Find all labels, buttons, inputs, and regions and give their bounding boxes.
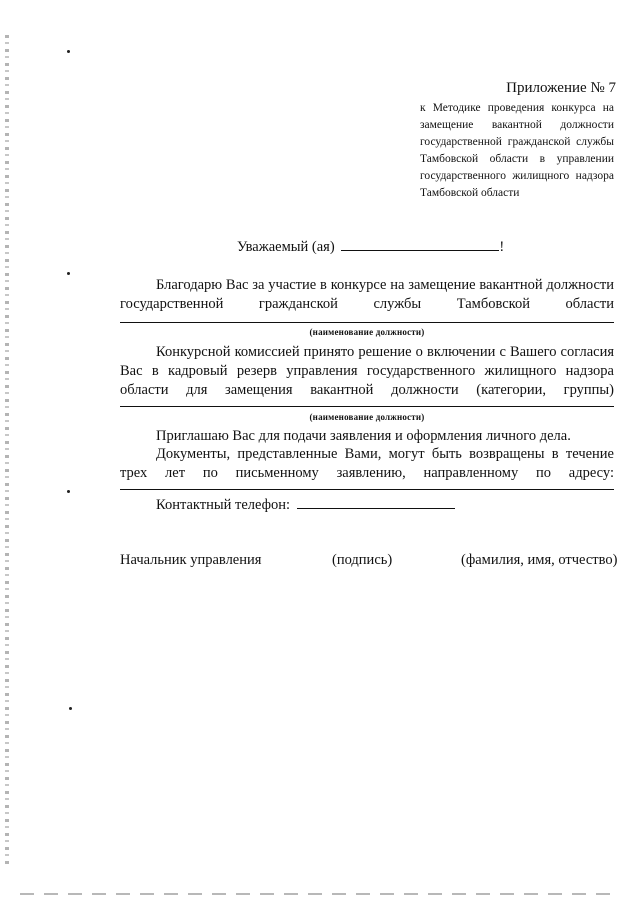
appendix-title: Приложение № 7 (506, 80, 616, 96)
greeting-exclamation: ! (499, 239, 505, 255)
caption-position-1: (наименование должности) (309, 327, 425, 337)
paragraph-reserve-decision: Конкурсной комиссией принято решение о включении с Вашего согласия Вас в кадровый резерв управления государственного жилищного надзора области для замещения вакантной должности (категории, группы) (120, 344, 614, 398)
scan-speck (67, 490, 70, 493)
paragraph-invitation: Приглашаю Вас для подачи заявления и оформления личного дела. (156, 428, 571, 444)
phone-label: Контактный телефон: (156, 497, 291, 513)
position-blank-line-1 (120, 322, 614, 323)
scan-speck (69, 707, 72, 710)
paragraph-documents-return: Документы, представленные Вами, могут быть возвращены в течение трех лет по письменному заявлению, направленному по адресу: (120, 446, 614, 481)
paragraph-thanks-line2: государственной гражданской службы Тамбовской области (120, 296, 614, 312)
full-name-placeholder: (фамилия, имя, отчество) (461, 552, 618, 568)
signatory-position: Начальник управления (120, 552, 262, 568)
scan-bottom-edge-artifact (20, 893, 620, 895)
methodology-note: к Методике проведения конкурса на замещение вакантной должности государственной гражданской службы Тамбовской области в управлении государственного жилищного надзора Тамбовской области (420, 102, 614, 199)
address-blank-line (120, 489, 614, 490)
greeting-line (237, 238, 504, 256)
paragraph-thanks-line1: Благодарю Вас за участие в конкурсе на замещение вакантной должности (156, 277, 614, 293)
contact-phone-line (156, 496, 455, 514)
caption-position-2: (наименование должности) (309, 412, 425, 422)
phone-blank (297, 496, 455, 509)
scan-speck (67, 50, 70, 53)
signature-placeholder: (подпись) (332, 552, 393, 568)
scan-left-edge-artifact (5, 35, 9, 865)
scan-speck (67, 272, 70, 275)
addressee-blank (341, 238, 499, 251)
greeting-text: Уважаемый (ая) (237, 239, 335, 255)
position-blank-line-2 (120, 406, 614, 407)
